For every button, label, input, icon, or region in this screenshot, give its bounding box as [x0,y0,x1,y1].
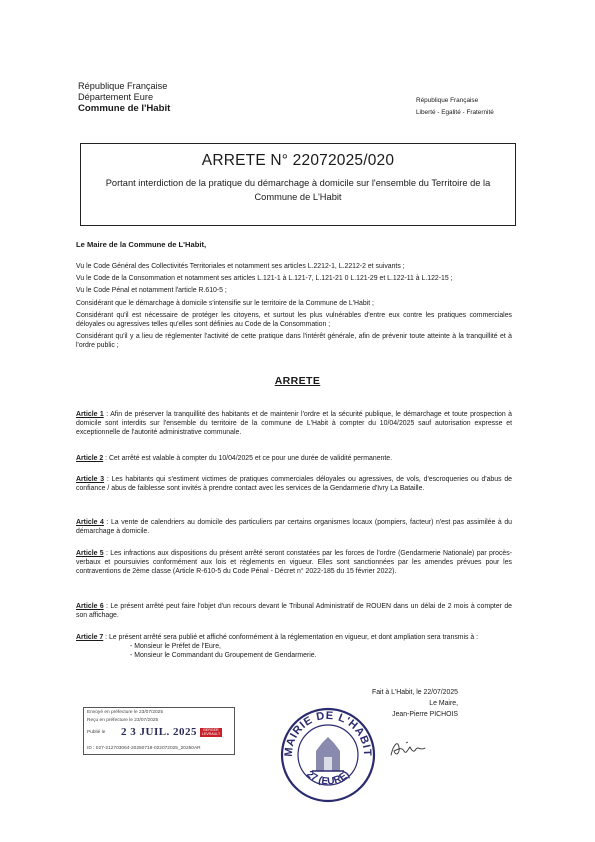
arrete-heading: ARRETE [274,375,321,387]
arrete-number: ARRETE N° 22072025/020 [201,152,395,169]
act-id: ID : 027-212703064-20250718-022072025_20250AR [87,746,201,751]
republic-line: République Française [78,81,168,91]
berger-levrault-badge: BERGER LEVRAULT [201,728,221,737]
article-label: Article 2 [76,455,104,462]
motto-line: Liberté - Egalité - Fraternité [416,109,494,116]
received-line: Reçu en préfecture le 23/07/2025 [87,718,159,723]
republic-line-right: République Française [416,97,479,104]
article-5 [76,549,512,577]
article-label: Article 3 [76,476,105,483]
arrete-subtitle: Portant interdiction de la pratique du démarchage à domicile sur l'ensemble du Territoire de la Commune de L'Habit [105,178,491,202]
department-line: Département Eure [78,92,154,102]
mayor-intro: Le Maire de la Commune de L'Habit, [76,240,207,249]
article-text: : Les habitants qui s'estiment victimes de pratiques commerciales déloyales ou agressives, de vols, d'escroqueries ou d'abus de confiance / abus de faiblesse sont invités à prendre contact avec les services de la Gendarmerie d'Ivry La Bataille. [76,476,512,493]
article-text: : Cet arrêté est valable à compter du 10/04/2025 et ce pour une durée de validité permanente. [103,455,393,462]
article-text: : La vente de calendriers au domicile des particuliers par certains organismes locaux (pompiers, facteur) n'est pas assimilée à du démarchage à domicile. [76,519,512,536]
article-6 [76,602,512,620]
published-label: Publié le [87,730,106,735]
article-label: Article 5 [76,550,104,557]
article-4 [76,518,512,536]
article-label: Article 6 [76,603,104,610]
article-2 [76,454,512,463]
signer-name: Jean-Pierre PICHOIS [392,711,458,718]
published-date-stamp: 2 3 JUIL. 2025 [121,726,198,738]
handwritten-signature-icon [388,737,428,761]
article-text: : Les infractions aux dispositions du présent arrêté seront constatées par les forces de l'ordre (Gendarmerie Nationale) par procès-verbaux et poursuivies conformément aux lois et règlements en vigueur. Elles sont sanctionnées par les amendes prévues pour les contraventions de 2ème classe (Article R-610-5 du Code Pénal - Décret n° 2022-185 du 15 février 2022). [76,550,512,576]
article-label: Article 4 [76,519,104,526]
considerations [76,262,512,354]
recipient-prefet: - Monsieur le Préfet de l'Eure, [130,643,221,651]
place-date: Fait à L'Habit, le 22/07/2025 [372,689,458,696]
recipient-gendarmerie: - Monsieur le Commandant du Groupement de Gendarmerie. [130,652,317,660]
article-text: : Afin de préserver la tranquillité des habitants et de maintenir l'ordre et la sécurité publique, le démarchage et toute prospection à domicile sont interdits sur l'ensemble du territoire de la commune de L'Habit à compter du 10/04/2025 sauf autorisation expresse et exceptionnelle de l'autorité administrative communale. [76,411,512,437]
consideration-item: Considérant que le démarchage à domicile s'intensifie sur le territoire de la Commune de L'Habit ; [76,299,374,307]
header-right [416,95,494,119]
article-text: : Le présent arrêté sera publié et affiché conformément à la réglementation en vigueur, et dont ampliation sera transmis à : [103,634,479,641]
consideration-item: Vu le Code Pénal et notamment l'article R.610-5 ; [76,287,227,295]
consideration-item: Considérant qu'il est nécessaire de protéger les citoyens, et surtout les plus vulnérables d'entre eux contre les pratiques commerciales déloyales ou agressives telles qu'elles sont définies au Code de la Consommation ; [76,311,512,329]
prefecture-stamp [83,707,235,755]
signer-role: Le Maire, [429,700,458,707]
commune-name: Commune de l'Habit [78,103,171,114]
title-box [80,143,516,226]
consideration-item: Vu le Code Général des Collectivités Territoriales et notamment ses articles L.2212-1, L.2212-2 et suivants ; [76,263,405,270]
article-label: Article 7 [76,634,104,641]
sent-line: Envoyé en préfecture le 23/07/2025 [87,710,164,715]
svg-text:MAIRIE DE L'HABIT: MAIRIE DE L'HABIT [282,709,374,758]
article-1 [76,410,512,438]
header-left [78,81,170,114]
consideration-item: Vu le Code de la Consommation et notamment ses articles L.121-1 à L.121-7, L.121-21 0 L.121-29 et L.122-11 à L.122-15 ; [76,275,453,283]
svg-text:27 (EURE): 27 (EURE) [304,768,352,788]
article-label: Article 1 [76,411,104,418]
article-7 [76,633,512,661]
article-3 [76,475,512,493]
article-text: : Le présent arrêté peut faire l'objet d'un recours devant le Tribunal Administratif de ROUEN dans un délai de 2 mois à compter de son affichage. [76,603,512,620]
consideration-item: Considérant qu'il y a lieu de réglementer l'activité de cette pratique dans l'intérêt générale, afin de prévenir toute atteinte à la tranquillité et à l'ordre public ; [76,333,512,350]
mairie-seal-icon [278,703,378,807]
